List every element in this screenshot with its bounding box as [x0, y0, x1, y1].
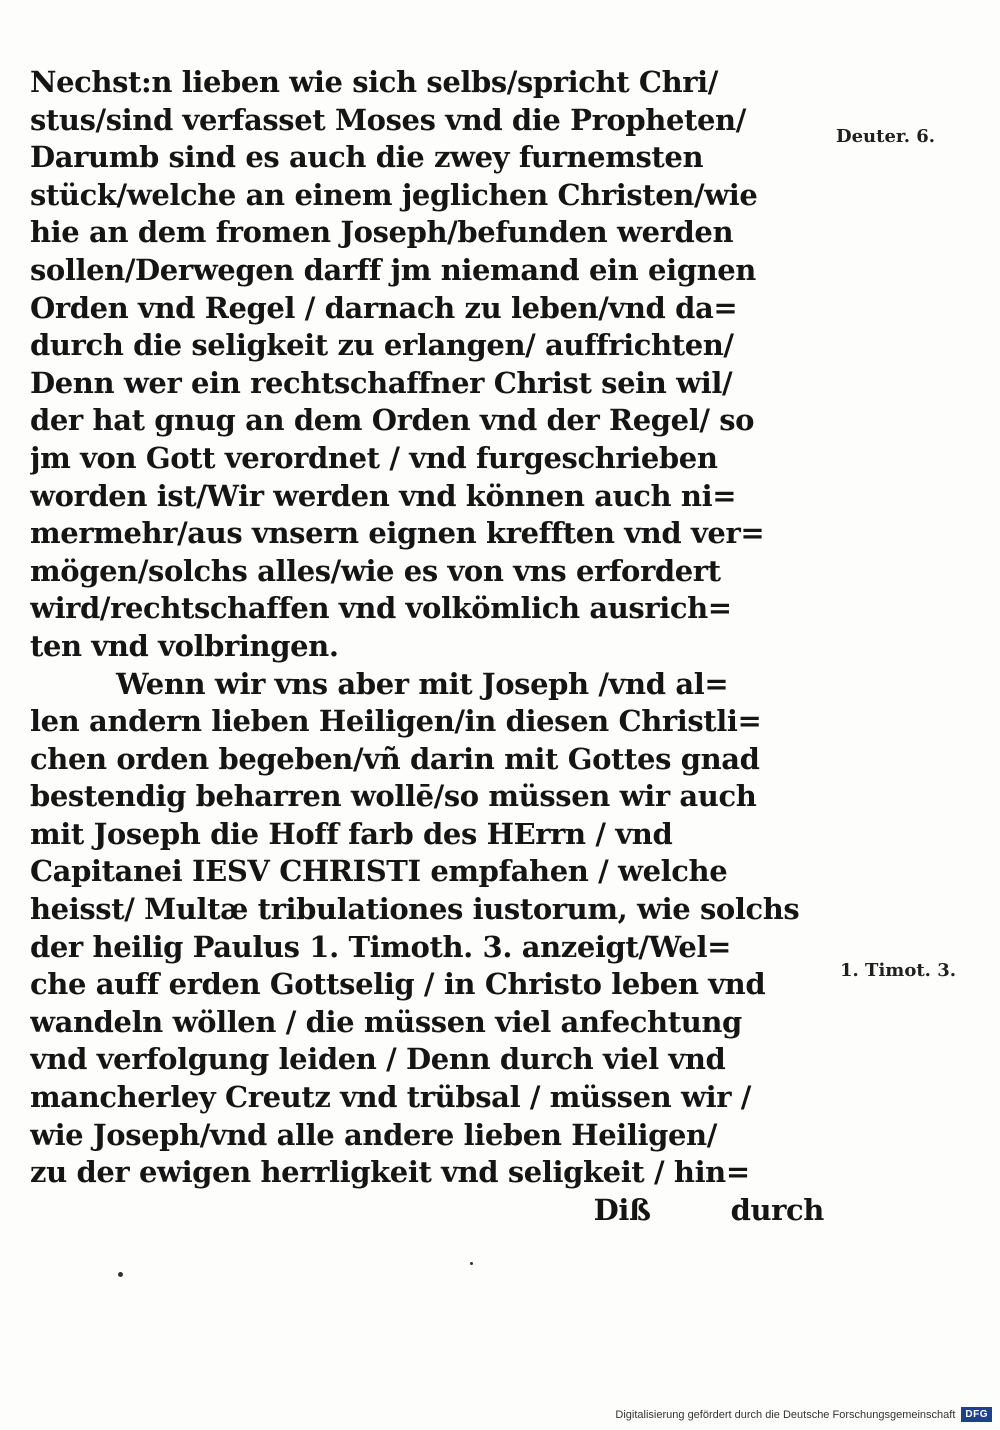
text-line: mancherley Creutz vnd trübsal / müssen wir /: [30, 1080, 751, 1115]
marginal-note-deuteronomy: Deuter. 6.: [836, 126, 936, 147]
text-line: zu der ewigen herrligkeit vnd seligkeit / hin=: [30, 1155, 750, 1190]
catchword-left: Diß: [593, 1192, 651, 1227]
text-line: wird/rechtschaffen vnd volkömlich ausrich=: [30, 591, 732, 626]
text-line: vnd verfolgung leiden / Denn durch viel vnd: [30, 1042, 726, 1077]
text-line: Capitanei IESV CHRISTI empfahen / welche: [30, 854, 728, 889]
text-line: mermehr/aus vnsern eignen krefften vnd ver=: [30, 516, 765, 551]
ink-speck: [118, 1272, 123, 1277]
digitization-footer: [615, 1407, 992, 1422]
catchword-row: [30, 1192, 830, 1230]
catchword-right: durch: [730, 1192, 824, 1227]
text-line: mit Joseph die Hoff farb des HErrn / vnd: [30, 816, 673, 851]
text-line: Nechst:n lieben wie sich selbs/spricht Chri/: [30, 65, 718, 99]
text-line: che auff erden Gottselig / in Christo leben vnd: [30, 967, 766, 1002]
text-line: chen orden begeben/vñ darin mit Gottes gnad: [30, 741, 760, 776]
text-line: hie an dem fromen Joseph/befunden werden: [30, 215, 734, 250]
text-line: Denn wer ein rechtschaffner Christ sein wil/: [30, 365, 733, 400]
text-line: bestendig beharren wollē/so müssen wir auch: [30, 779, 757, 814]
text-line: wandeln wöllen / die müssen viel anfechtung: [30, 1004, 742, 1039]
main-text-block: [30, 64, 830, 1229]
dfg-logo-icon: DFG: [961, 1407, 992, 1422]
text-line: der heilig Paulus 1. Timoth. 3. anzeigt/Wel=: [30, 929, 731, 964]
footer-text: Digitalisierung gefördert durch die Deutsche Forschungsgemeinschaft: [615, 1408, 956, 1421]
marginal-note-timothy: 1. Timot. 3.: [840, 960, 956, 981]
text-line: sollen/Derwegen darff jm niemand ein eignen: [30, 252, 756, 287]
text-line: heisst/ Multæ tribulationes iustorum, wie solchs: [30, 892, 800, 927]
text-line: wie Joseph/vnd alle andere lieben Heiligen/: [30, 1117, 717, 1152]
text-line: stus/sind verfasset Moses vnd die Propheten/: [30, 102, 746, 137]
text-line: Orden vnd Regel / darnach zu leben/vnd da=: [30, 290, 738, 325]
text-line: der hat gnug an dem Orden vnd der Regel/ so: [30, 403, 755, 438]
text-line: jm von Gott verordnet / vnd furgeschrieben: [30, 440, 718, 475]
text-line: len andern lieben Heiligen/in diesen Christli=: [30, 704, 762, 739]
text-line: durch die seligkeit zu erlangen/ auffrichten/: [30, 328, 734, 363]
ink-speck: [470, 1262, 473, 1265]
text-line: mögen/solchs alles/wie es von vns erfordert: [30, 553, 721, 588]
text-line: ten vnd volbringen.: [30, 628, 339, 663]
paragraph-start-line: Wenn wir vns aber mit Joseph /vnd al=: [116, 666, 729, 701]
text-line: stück/welche an einem jeglichen Christen/wie: [30, 177, 758, 212]
text-line: Darumb sind es auch die zwey furnemsten: [30, 140, 704, 175]
text-line: worden ist/Wir werden vnd können auch ni=: [30, 478, 737, 513]
